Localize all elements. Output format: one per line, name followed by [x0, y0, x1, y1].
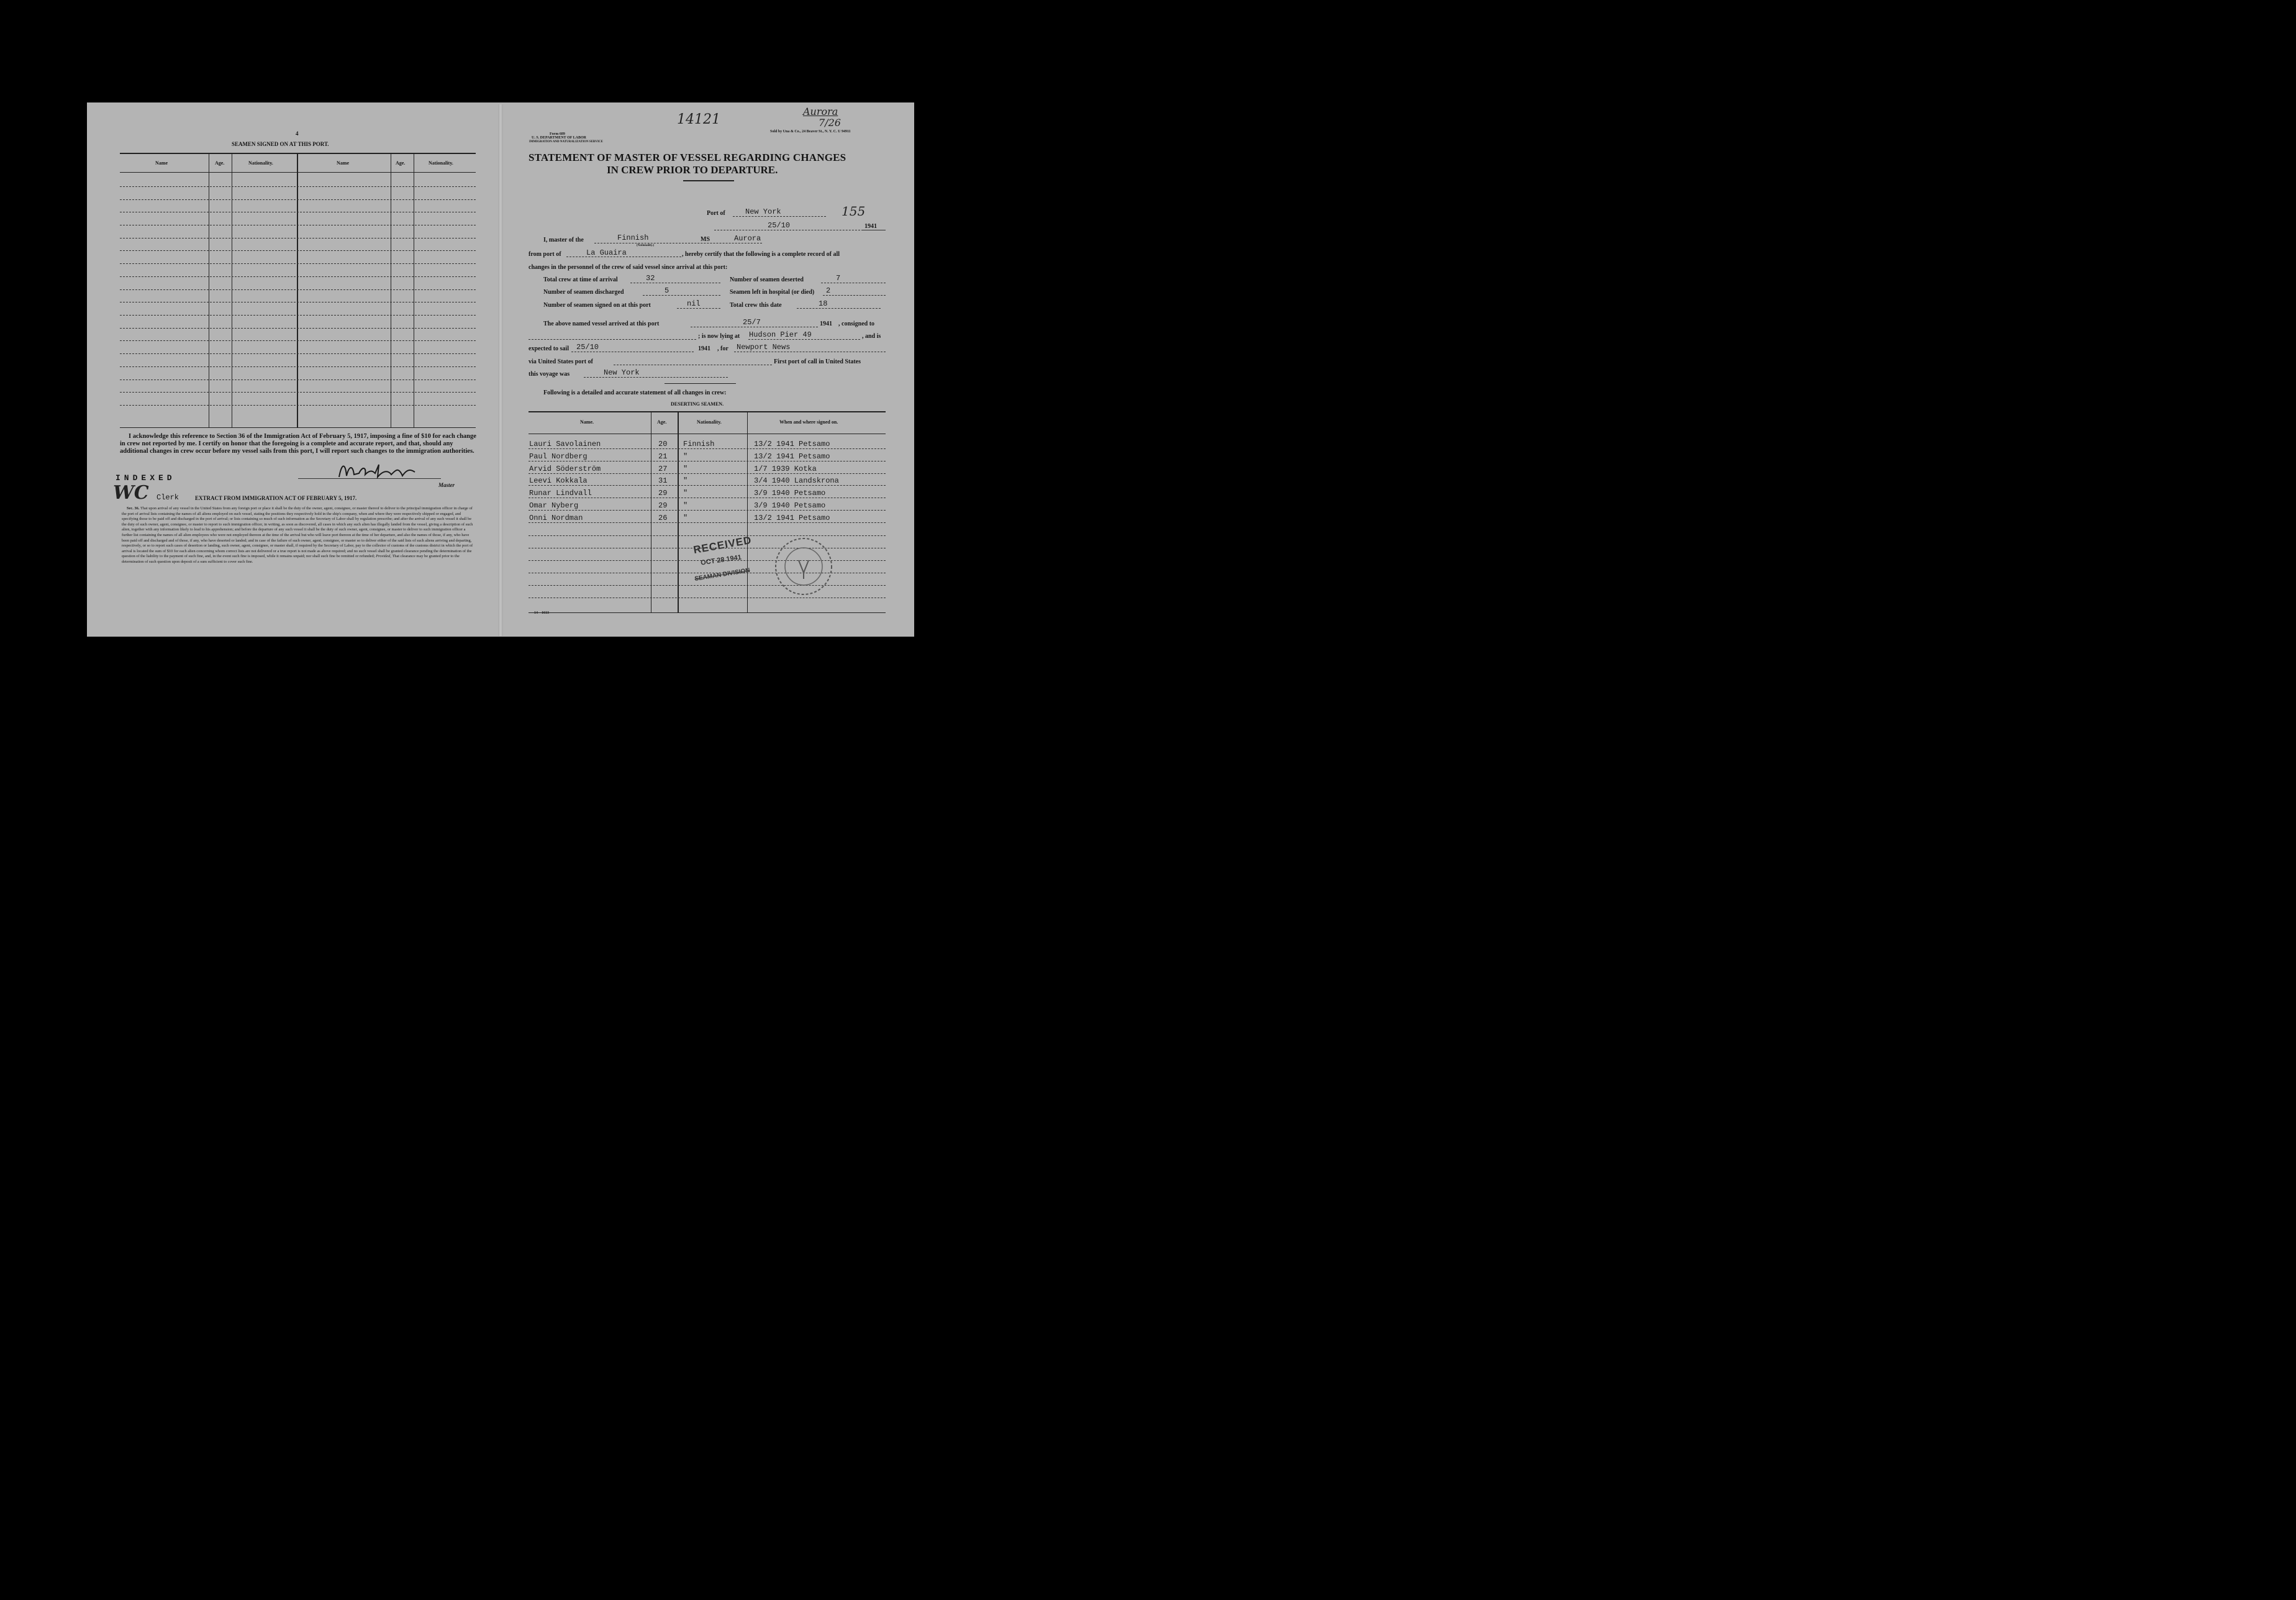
signed-on-label: Number of seamen signed on at this port — [543, 302, 651, 309]
ruled-row-line — [120, 289, 476, 290]
deserting-age: 27 — [658, 465, 668, 473]
deserting-age: 20 — [658, 440, 668, 448]
ruled-row-line — [529, 510, 886, 511]
ruled-row-line — [120, 238, 476, 239]
deserting-nationality: " — [683, 465, 688, 473]
section-36-label: Sec. 36. — [127, 506, 140, 511]
deserting-nationality: Finnish — [683, 440, 715, 448]
column-header-name-2: Name — [337, 160, 349, 166]
for-label: , for — [717, 345, 728, 352]
port-number: 155 — [842, 204, 866, 219]
via-label: via United States port of — [529, 358, 593, 365]
ruled-row-line — [529, 448, 886, 449]
deserting-name: Onni Nordman — [529, 514, 583, 522]
form-number: Form 689 — [550, 132, 565, 136]
deserting-signed-on: 3/9 1940 Petsamo — [754, 489, 826, 498]
section-36-provided: Provided, — [376, 554, 391, 559]
immigration-seal-stamp — [773, 535, 835, 598]
vessel-name: Aurora — [734, 234, 761, 243]
master-label: Master — [438, 482, 455, 488]
deserting-nationality: " — [683, 452, 688, 461]
deserted-value: 7 — [836, 274, 841, 283]
deserting-nationality: " — [683, 501, 688, 510]
deserting-age: 29 — [658, 501, 668, 510]
indexed-stamp: INDEXED — [116, 473, 176, 483]
for-value: Newport News — [737, 343, 791, 352]
form-title-line-1: STATEMENT OF MASTER OF VESSEL REGARDING CHANGES — [529, 152, 846, 163]
master-prefix: I, master of the — [543, 237, 584, 243]
deserting-age: 21 — [658, 452, 668, 461]
deserting-name: Lauri Savolainen — [529, 440, 601, 448]
section-36-body: That upon arrival of any vessel in the United States from any foreign port or place it shall be the duty of the owner, agent, consignee, or master thereof to deliver to the principal immigration officer in charge of the port of arrival lists containing the names of all aliens employed on such vessel, stating the positions they respectively hold in the ship's company, when and where they were respectively shipped or engaged, and specifying those to be paid off and discharged in the port of arrival; or lists containing so much of such information as the Secretary of Labor shall by regulation prescribe; and after the arrival of any such vessel it shall be the duty of such owner, agent, consignee, or master to report to such immigration officer, in writing, as soon as discovered, all cases in which any such alien has illegally landed from the vessel, giving a description of such alien, together with any information likely to lead to his apprehension; and before the departure of any such vessel it shall be the duty of such owner, agent, consignee, or master to deliver to such immigration officer a further list containing the names of all alien employees who were not employed thereon at the time of the arrival but who will leave port thereon at the time of her departure, and also the names of those, if any, who have been paid off and discharged and of those, if any, who have deserted or landed; and in case of the failure of such owner, agent, consignee, or master so to deliver either of the said lists of such aliens arriving and departing, respectively, or so to report such cases of desertion or landing, such owner, agent, consignee, or master shall, if required by the Secretary of Labor, pay to the collector of customs of the customs district in which the port of arrival is located the sum of $10 for each alien concerning whom correct lists are not delivered or a true report is not made as above required; and no such vessel shall be granted clearance pending the determination of the question of the liability to the payment of such fine, and, in the event such fine is imposed, while it remains unpaid; nor shall such fine be remitted or refunded; — [122, 506, 473, 559]
division-stamp: SEAMAN DIVISION — [694, 567, 751, 583]
seller-note: Sold by Una & Co., 24 Beaver St., N. Y. C. U 94911 — [770, 130, 851, 134]
deserting-name: Omar Nyberg — [529, 501, 579, 510]
total-crew-date-value: 18 — [819, 299, 828, 308]
acknowledgment-text: I acknowledge this reference to Section 36 of the Immigration Act of February 5, 1917, imposing a fine of $10 for each change in crew not reported by me. I certify on honor that the foregoing is a complete and accurate report, and that, should any additional changes in crew occur before my vessel sails from this port, I will report such changes to the immigration authorities. — [120, 433, 476, 455]
handwritten-number: 14121 — [677, 112, 720, 127]
date-value: 25/10 — [768, 221, 791, 230]
deserting-signed-on: 13/2 1941 Petsamo — [754, 452, 830, 461]
deserted-label: Number of seamen deserted — [730, 276, 804, 283]
ruled-row-line — [529, 485, 886, 486]
discharged-value: 5 — [665, 286, 669, 295]
deserting-signed-on: 3/9 1940 Petsamo — [754, 501, 826, 510]
form-code: 14—1613 — [534, 611, 549, 615]
consigned-label: , consigned to — [838, 320, 875, 327]
column-header-age-2: Age. — [396, 160, 406, 166]
department-label: U. S. DEPARTMENT OF LABOR — [532, 136, 587, 140]
ruled-row-line — [120, 366, 476, 367]
signed-on-value: nil — [687, 299, 701, 308]
nationality-value: Finnish — [617, 234, 649, 242]
handwritten-reference: 7/26 — [819, 117, 841, 129]
deserting-name: Paul Nordberg — [529, 452, 588, 461]
received-date-stamp: OCT 28 1941 — [700, 553, 742, 567]
ruled-row-line — [529, 522, 886, 523]
total-crew-arrival-value: 32 — [646, 274, 655, 283]
ruled-row-line — [120, 315, 476, 316]
ruled-row-line — [120, 392, 476, 393]
nationality-caption: (Nationality.) — [637, 244, 655, 247]
master-signature — [334, 458, 427, 483]
ruled-row-line — [120, 328, 476, 329]
ruled-row-line — [120, 186, 476, 187]
ruled-row-line — [120, 263, 476, 264]
discharged-label: Number of seamen discharged — [543, 289, 624, 296]
expected-year: 1941 — [698, 345, 710, 352]
deserting-header-age: Age. — [657, 419, 667, 425]
total-crew-date-label: Total crew this date — [730, 302, 782, 309]
deserting-signed-on: 1/7 1939 Kotka — [754, 465, 817, 473]
ruled-row-line — [120, 199, 476, 200]
ruled-row-line — [120, 340, 476, 341]
deserting-header-name: Name. — [580, 419, 594, 425]
page-number: 4 — [296, 130, 299, 137]
ruled-row-line — [120, 353, 476, 354]
certify-text-2: changes in the personnel of the crew of said vessel since arrival at this port: — [529, 264, 728, 271]
deserting-title: DESERTING SEAMEN. — [671, 401, 724, 407]
deserting-age: 29 — [658, 489, 668, 498]
hospital-value: 2 — [826, 286, 831, 295]
vessel-type: MS — [701, 236, 710, 243]
deserting-age: 31 — [658, 476, 668, 485]
deserting-header-nationality: Nationality. — [697, 419, 722, 425]
deserting-nationality: " — [683, 476, 688, 485]
voyage-label: this voyage was — [529, 371, 570, 378]
arrived-year: 1941 — [820, 320, 832, 327]
extract-title: EXTRACT FROM IMMIGRATION ACT OF FEBRUARY 5, 1917. — [195, 495, 357, 501]
hospital-label: Seamen left in hospital (or died) — [730, 289, 815, 296]
port-label: Port of — [707, 210, 725, 217]
ruled-row-line — [120, 250, 476, 251]
column-header-nationality-2: Nationality. — [429, 160, 453, 166]
port-value: New York — [745, 207, 781, 216]
column-header-name: Name — [155, 160, 168, 166]
lying-label: ; is now lying at — [698, 333, 740, 340]
ruled-row-line — [120, 276, 476, 277]
section-36-tail: That clearance may be granted prior to the determination of such question upon deposit of a sum sufficient to cover such fine. — [122, 554, 460, 564]
clerk-label: Clerk — [157, 493, 179, 502]
following-label: Following is a detailed and accurate statement of all changes in crew: — [543, 389, 727, 396]
column-header-nationality: Nationality. — [248, 160, 273, 166]
handwritten-vessel-name: Aurora — [803, 106, 838, 117]
from-port-label: from port of — [529, 251, 561, 258]
first-port-label: First port of call in United States — [774, 358, 861, 365]
clerk-initials: WC — [113, 482, 149, 504]
lying-value: Hudson Pier 49 — [749, 330, 812, 339]
deserting-signed-on: 3/4 1940 Landskrona — [754, 476, 839, 485]
deserting-nationality: " — [683, 514, 688, 522]
arrived-value: 25/7 — [743, 318, 761, 327]
expected-value: 25/10 — [576, 343, 599, 352]
section-36-text — [122, 506, 477, 565]
arrived-label: The above named vessel arrived at this port — [543, 320, 660, 327]
total-crew-arrival-label: Total crew at time of arrival — [543, 276, 618, 283]
deserting-signed-on: 13/2 1941 Petsamo — [754, 440, 830, 448]
ruled-row-line — [529, 473, 886, 474]
deserting-name: Leevi Kokkala — [529, 476, 588, 485]
received-stamp: RECEIVED — [692, 534, 753, 557]
service-label: IMMIGRATION AND NATURALIZATION SERVICE — [529, 140, 603, 143]
deserting-header-signed: When and where signed on. — [779, 419, 838, 425]
page-fold — [498, 104, 503, 636]
deserting-name: Arvid Söderström — [529, 465, 601, 473]
voyage-value: New York — [604, 368, 640, 377]
ruled-row-line — [120, 405, 476, 406]
column-header-age: Age. — [215, 160, 225, 166]
from-port-value: La Guaira — [586, 248, 627, 257]
and-is-label: , and is — [862, 333, 881, 340]
section-title: SEAMEN SIGNED ON AT THIS PORT. — [232, 141, 329, 147]
expected-label: expected to sail — [529, 345, 569, 352]
date-year: 1941 — [864, 223, 877, 230]
deserting-name: Runar Lindvall — [529, 489, 592, 498]
deserting-signed-on: 13/2 1941 Petsamo — [754, 514, 830, 522]
deserting-age: 26 — [658, 514, 668, 522]
form-title-line-2: IN CREW PRIOR TO DEPARTURE. — [607, 164, 778, 176]
deserting-nationality: " — [683, 489, 688, 498]
certify-text: , hereby certify that the following is a complete record of all — [682, 251, 840, 258]
